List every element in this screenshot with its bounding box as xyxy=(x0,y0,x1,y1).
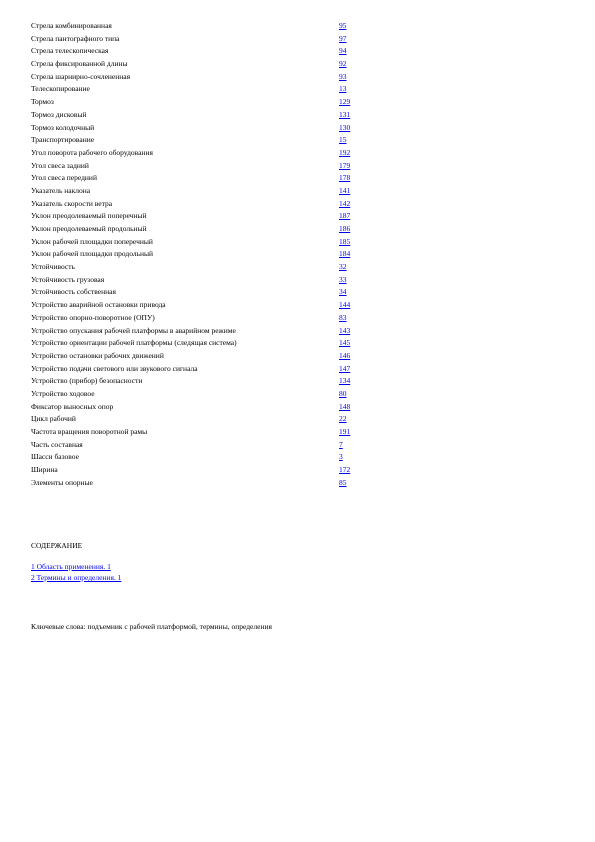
index-term: Тормоз колодочный xyxy=(31,122,95,132)
index-row xyxy=(31,71,371,84)
index-page-link[interactable]: 185 xyxy=(339,236,351,246)
index-row xyxy=(31,375,371,388)
index-row xyxy=(31,274,371,287)
index-row xyxy=(31,223,371,236)
toc-title: СОДЕРЖАНИЕ xyxy=(31,541,83,550)
index-row xyxy=(31,33,371,46)
index-term: Устройство (прибор) безопасности xyxy=(31,376,143,386)
index-row xyxy=(31,185,371,198)
index-row xyxy=(31,477,371,490)
index-page-link[interactable]: 95 xyxy=(339,21,347,30)
index-row xyxy=(31,299,371,312)
index-page-link[interactable]: 147 xyxy=(339,363,351,373)
index-row xyxy=(31,350,371,363)
index-page-link[interactable]: 83 xyxy=(339,312,347,322)
index-term: Уклон рабочей площадки поперечный xyxy=(31,236,153,246)
index-term: Уклон рабочей площадки продольный xyxy=(31,249,154,259)
index-term: Стрела фиксированной длины xyxy=(31,59,128,69)
index-page-link[interactable]: 187 xyxy=(339,211,351,221)
index-term: Угол свеса передний xyxy=(31,173,97,183)
index-page-link[interactable]: 7 xyxy=(339,439,343,449)
index-term: Устройство остановки рабочих движений xyxy=(31,350,164,360)
index-term: Устройство ходовое xyxy=(31,388,95,398)
index-term: Указатель наклона xyxy=(31,185,91,195)
index-term: Тормоз дисковый xyxy=(31,109,87,119)
index-page-link[interactable]: 142 xyxy=(339,198,351,208)
index-term: Устойчивость xyxy=(31,262,75,272)
index-term: Телескопирование xyxy=(31,84,90,94)
index-page-link[interactable]: 146 xyxy=(339,350,351,360)
index-page-link[interactable]: 186 xyxy=(339,224,351,233)
index-row xyxy=(31,20,371,33)
index-page-link[interactable]: 13 xyxy=(339,84,347,94)
index-page-link[interactable]: 143 xyxy=(339,325,351,335)
index-page-link[interactable]: 22 xyxy=(339,414,347,424)
index-row xyxy=(31,122,371,135)
index-term: Уклон преодолеваемый поперечный xyxy=(31,211,147,221)
index-page-link[interactable]: 92 xyxy=(339,59,347,69)
index-term: Устройство ориентации рабочей платформы (следящая система) xyxy=(31,338,237,348)
index-page-link[interactable]: 179 xyxy=(339,160,351,170)
index-page-link[interactable]: 3 xyxy=(339,452,343,462)
index-row xyxy=(31,439,371,452)
index-term: Элементы опорные xyxy=(31,477,93,487)
index-page-link[interactable]: 144 xyxy=(339,300,351,310)
index-page-link[interactable]: 141 xyxy=(339,185,351,195)
index-term: Стрела пантографного типа xyxy=(31,33,120,43)
index-row xyxy=(31,464,371,477)
index-row xyxy=(31,160,371,173)
index-page-link[interactable]: 15 xyxy=(339,135,347,145)
index-page-link[interactable]: 80 xyxy=(339,388,347,398)
index-row xyxy=(31,401,371,414)
index-term: Угол свеса задний xyxy=(31,160,89,170)
index-row xyxy=(31,261,371,274)
index-row xyxy=(31,312,371,325)
index-row xyxy=(31,337,371,350)
index-term: Указатель скорости ветра xyxy=(31,198,113,208)
index-term: Тормоз xyxy=(31,97,54,107)
toc-link-terms[interactable]: 2 Термины и определения. 1 xyxy=(31,573,122,582)
index-term: Стрела шарнирно-сочлененная xyxy=(31,71,131,81)
index-term: Цикл рабочий xyxy=(31,414,76,424)
index-row xyxy=(31,58,371,71)
index-page-link[interactable]: 184 xyxy=(339,249,351,259)
index-term: Устройство опускания рабочей платформы в аварийном режиме xyxy=(31,325,236,335)
index-row xyxy=(31,363,371,376)
index-row xyxy=(31,210,371,223)
index-page-link[interactable]: 131 xyxy=(339,109,351,119)
index-term: Транспортирование xyxy=(31,135,95,145)
index-row xyxy=(31,96,371,109)
index-page-link[interactable]: 172 xyxy=(339,465,351,475)
index-term: Угол поворота рабочего оборудования xyxy=(31,147,153,157)
index-page-link[interactable]: 134 xyxy=(339,376,351,386)
index-row xyxy=(31,83,371,96)
index-page-link[interactable]: 130 xyxy=(339,122,351,132)
index-page-link[interactable]: 129 xyxy=(339,97,351,107)
index-page-link[interactable]: 32 xyxy=(339,262,347,272)
index-page-link[interactable]: 178 xyxy=(339,173,351,183)
index-page-link[interactable]: 148 xyxy=(339,401,351,411)
index-row xyxy=(31,325,371,338)
index-row xyxy=(31,426,371,439)
index-term: Устройство опорно-поворотное (ОПУ) xyxy=(31,312,155,322)
index-row xyxy=(31,45,371,58)
index-term: Устойчивость грузовая xyxy=(31,274,105,284)
index-row xyxy=(31,134,371,147)
index-row xyxy=(31,388,371,401)
index-term: Часть составная xyxy=(31,439,83,449)
index-page-link[interactable]: 94 xyxy=(339,46,347,56)
index-term: Стрела комбинированная xyxy=(31,21,112,30)
index-page-link[interactable]: 33 xyxy=(339,274,347,284)
index-row xyxy=(31,236,371,249)
keywords-line: Ключевые слова: подъемник с рабочей платформой, термины, определения xyxy=(31,622,272,631)
index-term: Фиксатор выносных опор xyxy=(31,401,114,411)
index-row xyxy=(31,147,371,160)
index-term: Устойчивость собственная xyxy=(31,287,116,297)
index-page-link[interactable]: 97 xyxy=(339,33,347,43)
alphabetical-index xyxy=(31,20,371,489)
index-row xyxy=(31,198,371,211)
index-term: Уклон преодолеваемый продольный xyxy=(31,224,147,233)
index-term: Частота вращения поворотной рамы xyxy=(31,427,148,436)
index-term: Стрела телескопическая xyxy=(31,46,109,56)
index-term: Устройство подачи светового или звукового сигнала xyxy=(31,363,198,373)
index-term: Устройство аварийной остановки привода xyxy=(31,300,166,310)
index-row xyxy=(31,286,371,299)
index-page-link[interactable]: 145 xyxy=(339,338,351,348)
index-row xyxy=(31,413,371,426)
index-page-link[interactable]: 191 xyxy=(339,427,351,436)
index-page-link[interactable]: 85 xyxy=(339,477,347,487)
index-row xyxy=(31,172,371,185)
index-page-link[interactable]: 192 xyxy=(339,147,351,157)
index-row xyxy=(31,248,371,261)
toc-list xyxy=(31,561,121,583)
toc-link-scope[interactable]: 1 Область применения. 1 xyxy=(31,562,111,571)
index-row xyxy=(31,109,371,122)
index-page-link[interactable]: 93 xyxy=(339,71,347,81)
index-term: Шасси базовое xyxy=(31,452,79,462)
index-page-link[interactable]: 34 xyxy=(339,287,347,297)
index-term: Ширина xyxy=(31,465,58,475)
index-row xyxy=(31,451,371,464)
